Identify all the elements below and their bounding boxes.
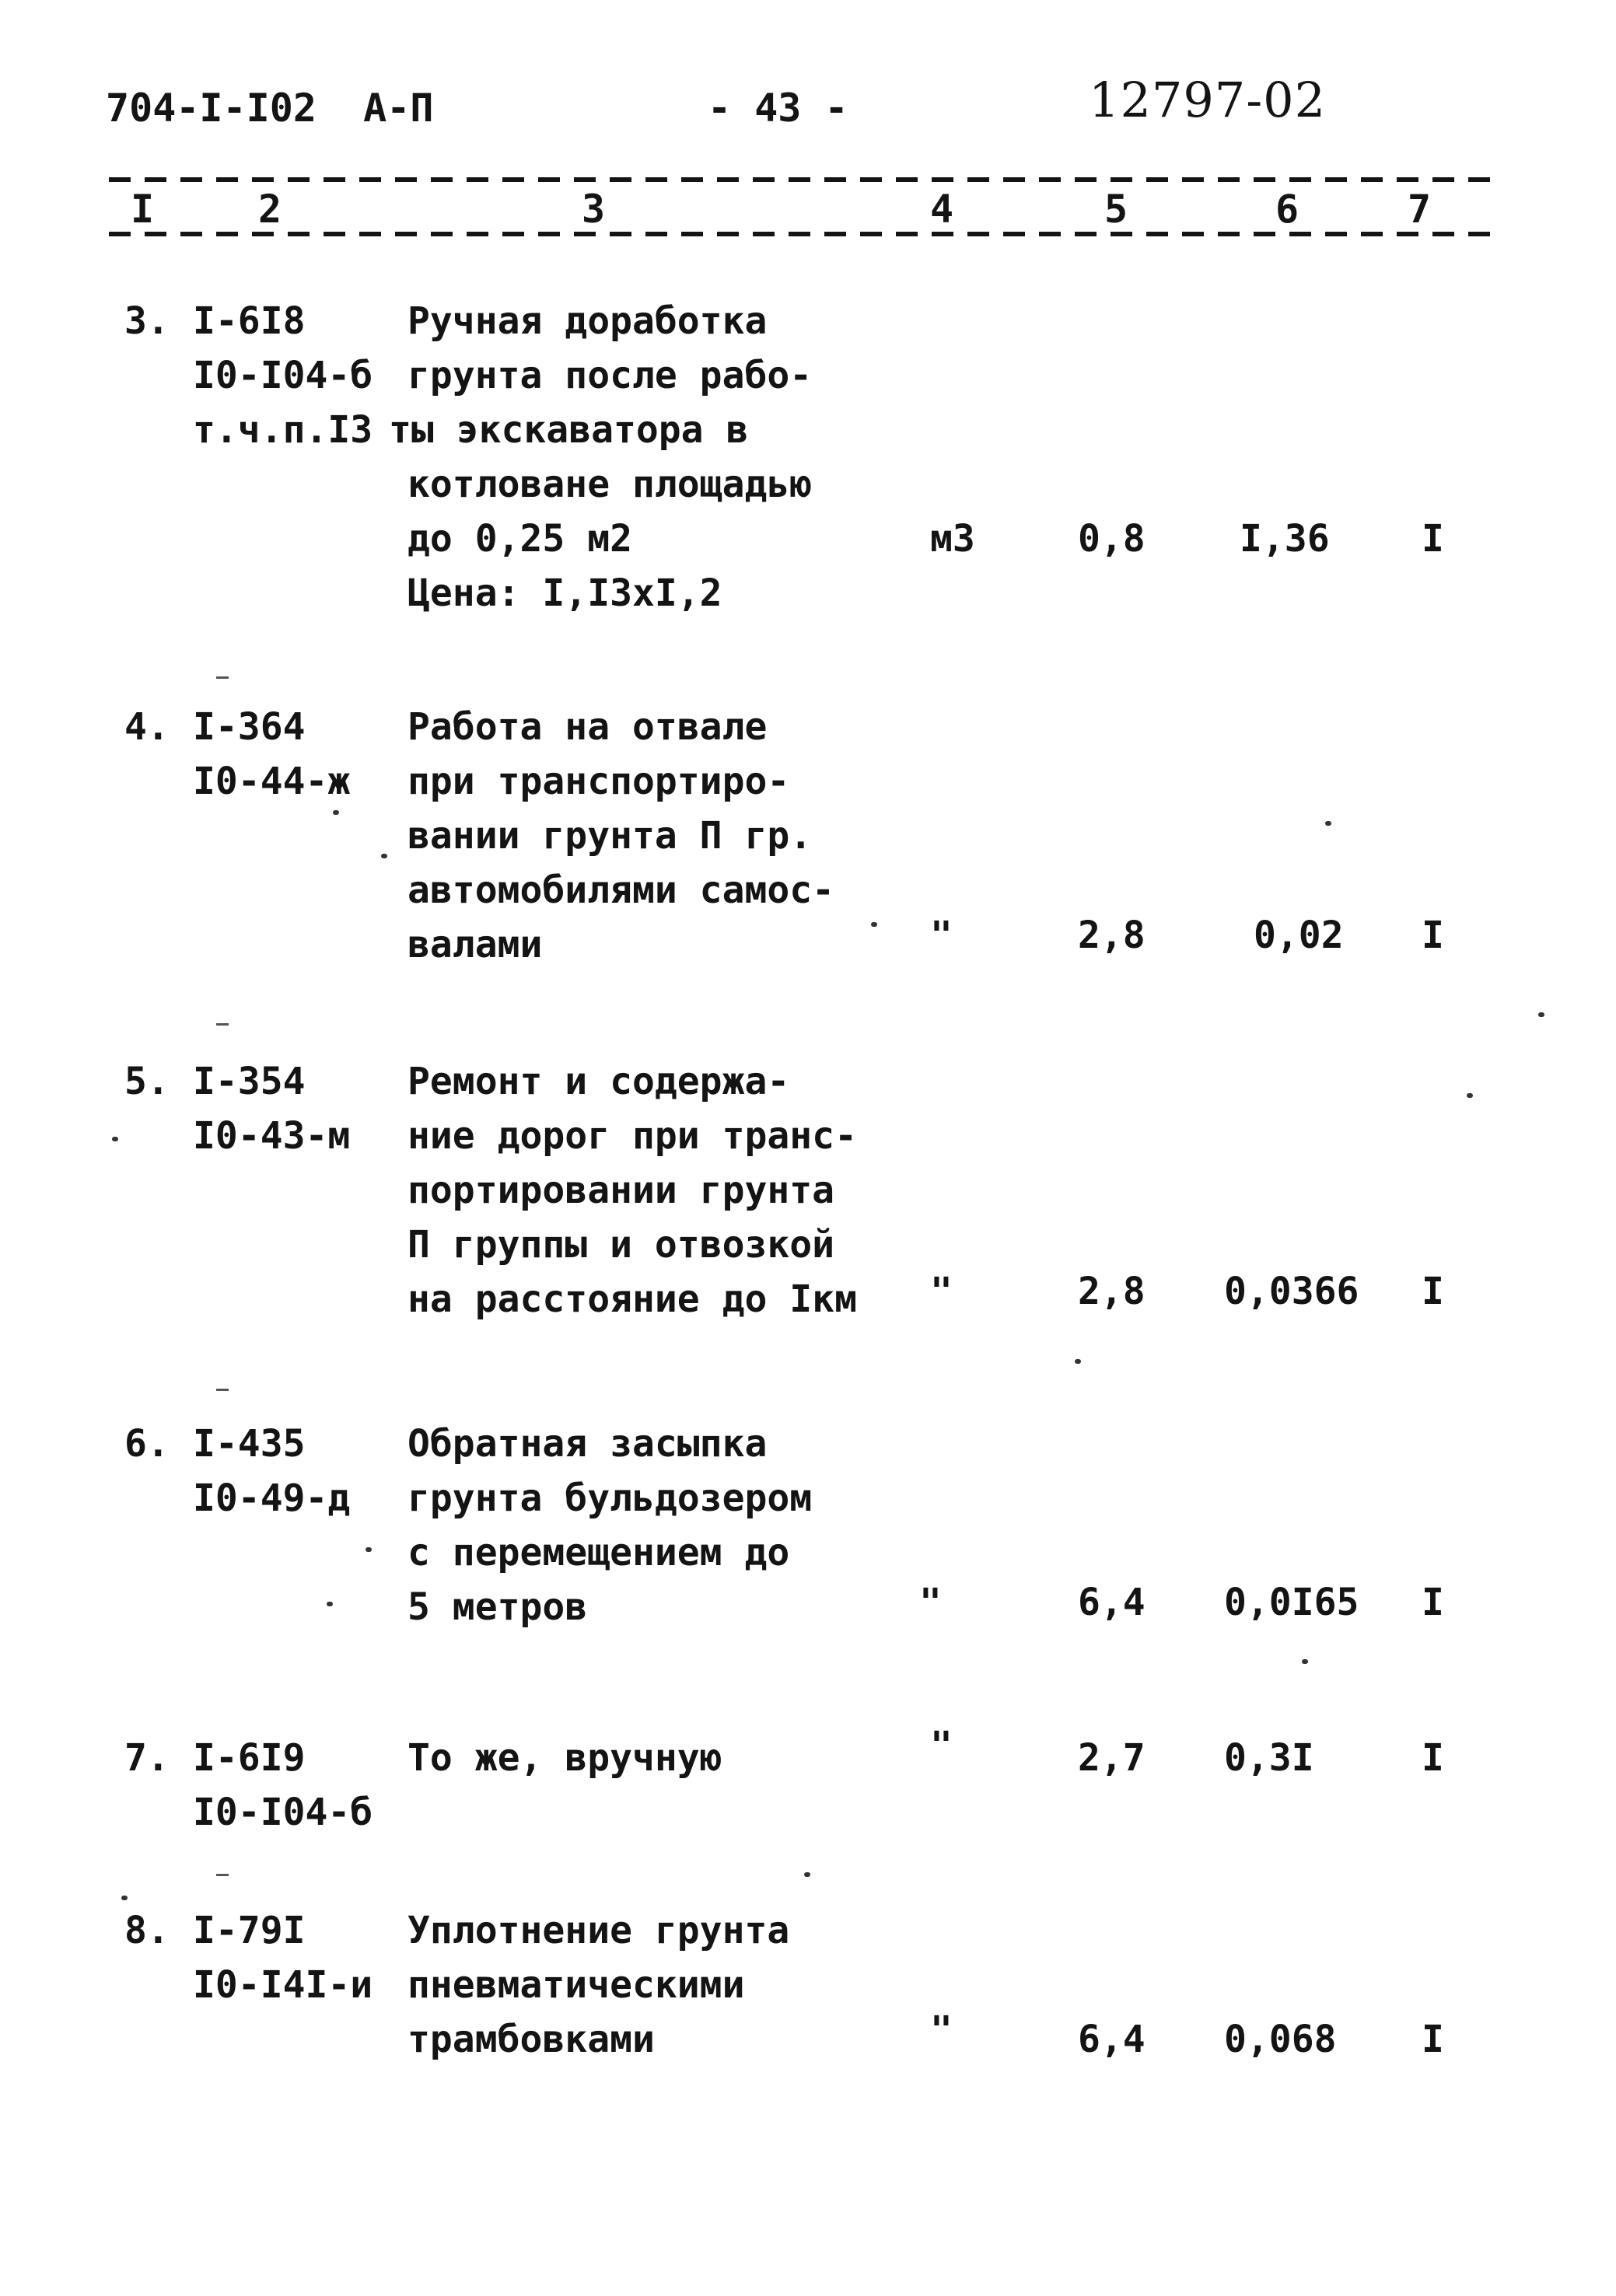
row-description-line: котловане площадью	[407, 463, 813, 506]
scan-speck	[121, 1896, 128, 1900]
row-description-line: валами	[407, 923, 543, 966]
row-description-line: То же, вручную	[407, 1736, 722, 1780]
handwritten-document-number: 12797-02	[1089, 72, 1327, 128]
row-unit: "	[930, 2008, 953, 2052]
row-code: I-6I8	[193, 299, 306, 343]
row-code: I0-I04-б	[193, 354, 373, 397]
row-code: I-354	[193, 1060, 306, 1103]
row-description-line: ты экскаватора в	[389, 408, 749, 452]
scan-speck	[327, 1602, 333, 1606]
column-number-4: 4	[930, 187, 954, 232]
row-code: I0-44-ж	[193, 760, 351, 803]
scan-speck	[871, 922, 877, 927]
scan-speck	[366, 1547, 372, 1552]
row-description-line: до 0,25 м2	[407, 517, 632, 561]
row-number: 6.	[124, 1422, 170, 1466]
row-description-line: вании грунта П гр.	[407, 814, 813, 858]
row-description-line: Работа на отвале	[407, 705, 768, 749]
row-description-line: Обратная засыпка	[407, 1422, 768, 1466]
scan-speck	[381, 854, 387, 858]
row-value-col6: 0,3I	[1224, 1736, 1314, 1780]
row-value-col6: 0,02	[1254, 914, 1344, 957]
row-code: I-6I9	[193, 1736, 306, 1780]
document-code: 704-I-I02 А-П	[106, 86, 434, 131]
row-description-line: при транспортиро-	[407, 760, 790, 803]
row-description-line: портировании грунта	[407, 1169, 835, 1212]
row-code: I-79I	[193, 1909, 306, 1952]
row-value-col7: I	[1422, 1736, 1444, 1780]
row-code: I0-I04-б	[193, 1791, 373, 1834]
column-number-2: 2	[258, 187, 282, 232]
column-number-6: 6	[1275, 187, 1299, 232]
row-description-line: пневматическими	[407, 1963, 745, 2007]
row-description-line: трамбовками	[407, 2018, 655, 2061]
row-code: I-364	[193, 705, 306, 749]
row-unit: "	[930, 1270, 953, 1313]
scan-speck	[1302, 1659, 1308, 1664]
row-value-col7: I	[1422, 517, 1444, 561]
row-description-line: Уплотнение грунта	[407, 1909, 790, 1952]
scan-speck	[1325, 821, 1331, 826]
row-value-col5: 0,8	[1078, 517, 1146, 561]
row-value-col6: 0,0366	[1224, 1270, 1359, 1313]
column-number-5: 5	[1104, 187, 1128, 232]
column-number-1: I	[131, 187, 155, 232]
row-code: I0-49-д	[193, 1476, 351, 1520]
row-code: I0-I4I-и	[193, 1963, 373, 2007]
row-value-col5: 2,7	[1078, 1736, 1146, 1780]
row-value-col7: I	[1422, 2018, 1444, 2061]
scan-speck	[333, 810, 339, 815]
row-value-col5: 6,4	[1078, 2018, 1146, 2061]
row-description-line: Ремонт и содержа-	[407, 1060, 790, 1103]
row-code: I0-43-м	[193, 1114, 351, 1158]
row-code: I-435	[193, 1422, 306, 1466]
row-code: т.ч.п.I3	[193, 408, 373, 452]
row-description-line: Ручная доработка	[407, 299, 768, 343]
row-unit: "	[930, 1724, 953, 1767]
scan-mark	[216, 1023, 229, 1026]
row-value-col6: 0,0I65	[1224, 1581, 1359, 1624]
row-value-col5: 6,4	[1078, 1581, 1146, 1624]
page-number: - 43 -	[708, 86, 848, 131]
row-unit: "	[930, 914, 953, 957]
row-description-line: П группы и отвозкой	[407, 1223, 835, 1267]
row-value-col6: 0,068	[1224, 2018, 1337, 2061]
scan-mark	[216, 1389, 229, 1391]
column-number-7: 7	[1408, 187, 1432, 232]
row-description-line: Цена: I,I3хI,2	[407, 571, 722, 615]
row-value-col7: I	[1422, 1581, 1444, 1624]
row-unit: "	[919, 1581, 942, 1624]
row-number: 4.	[124, 705, 170, 749]
row-value-col6: I,36	[1240, 517, 1330, 561]
column-number-3: 3	[582, 187, 606, 232]
row-value-col7: I	[1422, 1270, 1444, 1313]
row-unit: м3	[930, 517, 975, 561]
row-description-line: грунта после рабо-	[407, 354, 813, 397]
scan-speck	[1075, 1359, 1081, 1364]
row-description-line: на расстояние до Iкм	[407, 1277, 857, 1321]
row-number: 3.	[124, 299, 170, 343]
scan-speck	[1467, 1093, 1473, 1098]
row-description-line: грунта бульдозером	[407, 1476, 813, 1520]
header-bottom-dashed-rule	[109, 232, 1493, 236]
scan-speck	[112, 1137, 118, 1141]
row-number: 7.	[124, 1736, 170, 1780]
row-number: 8.	[124, 1909, 170, 1952]
row-number: 5.	[124, 1060, 170, 1103]
scan-speck	[1538, 1012, 1544, 1017]
row-value-col7: I	[1422, 914, 1444, 957]
row-description-line: автомобилями самос-	[407, 868, 835, 912]
row-description-line: 5 метров	[407, 1585, 588, 1629]
row-description-line: ние дорог при транс-	[407, 1114, 857, 1158]
scan-speck	[804, 1872, 810, 1877]
row-description-line: с перемещением до	[407, 1531, 790, 1574]
row-value-col5: 2,8	[1078, 914, 1146, 957]
scan-mark	[216, 1874, 229, 1876]
header-top-dashed-rule	[109, 177, 1493, 182]
scan-mark	[216, 676, 229, 679]
row-value-col5: 2,8	[1078, 1270, 1146, 1313]
